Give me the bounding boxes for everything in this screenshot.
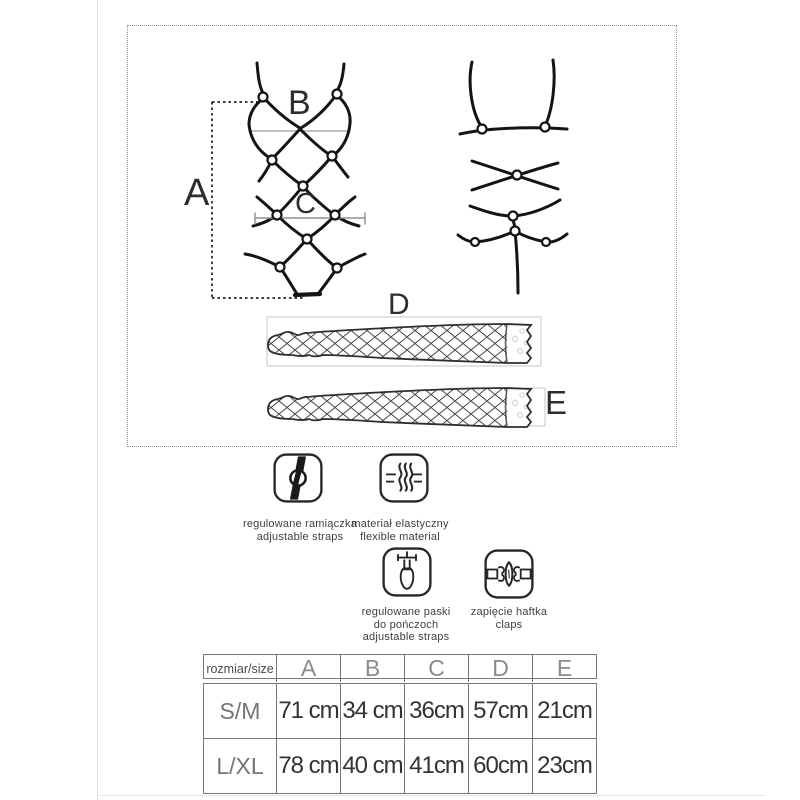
value-lxl-e: 23cm bbox=[532, 738, 596, 793]
row-label-sm: S/M bbox=[219, 697, 261, 724]
value-sm-c: 36cm bbox=[404, 684, 468, 738]
size-table-body bbox=[203, 683, 597, 794]
caption-line: flexible material bbox=[360, 530, 440, 543]
page-edge-line-vertical bbox=[97, 0, 98, 800]
dim-label-e: E bbox=[545, 384, 568, 421]
caption-line: materiał elastyczny bbox=[351, 518, 449, 530]
value-lxl-c: 41cm bbox=[404, 738, 468, 793]
page-edge-line-horizontal bbox=[97, 795, 765, 796]
caption-line: adjustable straps bbox=[362, 631, 450, 643]
size-table bbox=[203, 654, 597, 794]
caption-line: do pończoch bbox=[373, 618, 439, 631]
stocking-bottom-drawing bbox=[268, 384, 531, 431]
garter-clip-icon bbox=[380, 545, 434, 599]
elastic-material-icon bbox=[377, 451, 431, 505]
caption-line: adjustable straps bbox=[256, 530, 344, 543]
value-sm-a: 71 cm bbox=[276, 684, 340, 738]
col-header-c: C bbox=[404, 655, 468, 682]
strap-slider-icon bbox=[271, 451, 325, 505]
col-header-e: E bbox=[532, 655, 596, 682]
col-header-d: D bbox=[468, 655, 532, 682]
size-table-header bbox=[203, 654, 597, 679]
size-table-header-label: rozmiar/size bbox=[206, 661, 274, 676]
feature-caption-clasp bbox=[437, 606, 581, 631]
caption-line: claps bbox=[495, 618, 523, 631]
back-view-drawing bbox=[458, 60, 567, 293]
dim-label-c: C bbox=[295, 188, 316, 220]
feature-caption-flexible-material bbox=[328, 518, 472, 543]
caption-line: zapięcie haftka bbox=[470, 606, 548, 618]
hook-clasp-icon bbox=[482, 547, 536, 601]
value-sm-d: 57cm bbox=[468, 684, 532, 738]
stocking-top-drawing bbox=[268, 320, 531, 367]
garment-diagram bbox=[127, 25, 677, 447]
value-lxl-a: 78 cm bbox=[276, 738, 340, 793]
dim-label-a: A bbox=[184, 172, 210, 214]
dim-label-d: D bbox=[388, 288, 410, 321]
value-lxl-b: 40 cm bbox=[340, 738, 404, 793]
caption-line: regulowane paski bbox=[361, 606, 451, 618]
row-label-lxl: L/XL bbox=[204, 738, 276, 793]
col-header-b: B bbox=[340, 655, 404, 682]
dim-label-b: B bbox=[288, 84, 311, 122]
caption-line: regulowane ramiączka bbox=[242, 518, 358, 530]
value-sm-b: 34 cm bbox=[340, 684, 404, 738]
value-sm-e: 21cm bbox=[532, 684, 596, 738]
col-header-a: A bbox=[276, 655, 340, 682]
value-lxl-d: 60cm bbox=[468, 738, 532, 793]
